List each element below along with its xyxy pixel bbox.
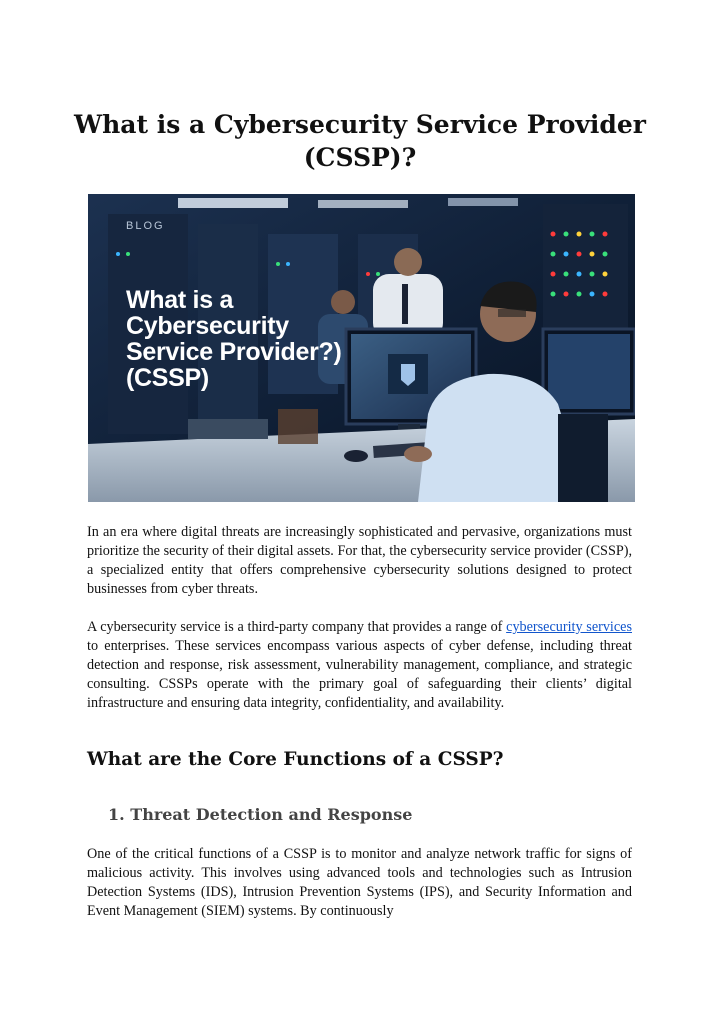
intro-paragraph: In an era where digital threats are increasingly sophisticated and pervasive, organizations must prioritize the security of their digital assets. For that, the cybersecurity service provider (CSSP), a specialized entity that offers comprehensive cybersecurity solutions designed to protect businesses from cyber threats. <box>87 524 632 597</box>
subsection-heading <box>108 805 412 824</box>
hero-headline: What is a Cybersecurity Service Provider?) (CSSP) <box>126 286 342 392</box>
paragraph-text: to enterprises. These services encompass various aspects of cyber defense, including threat detection and response, risk assessment, vulnerability management, compliance, and strategic consulting. CSSPs operate with the primary goal of safeguarding their clients’ digital infrastructure and ensuring data integrity, confidentiality, and availability. <box>87 638 632 711</box>
subsection-label: Threat Detection and Response <box>130 805 413 824</box>
paragraph-text: A cybersecurity service is a third-party company that provides a range of <box>87 619 507 635</box>
hero-image <box>88 194 635 502</box>
subsection-number: 1. <box>108 805 125 824</box>
threat-detection-paragraph: One of the critical functions of a CSSP is to monitor and analyze network traffic for signs of malicious activity. This involves using advanced tools and technologies such as Intrusion Detection Systems (IDS), Intrusion Prevention Systems (IPS), and Security Information and Event Management (SIEM) systems. By continuously <box>87 846 632 919</box>
section-heading: What are the Core Functions of a CSSP? <box>87 749 504 770</box>
cybersecurity-services-link[interactable]: cybersecurity services <box>506 619 632 635</box>
hero-tag: BLOG <box>126 220 165 232</box>
page-title: What is a Cybersecurity Service Provider (CSSP)? <box>74 110 646 172</box>
definition-paragraph <box>87 618 632 713</box>
